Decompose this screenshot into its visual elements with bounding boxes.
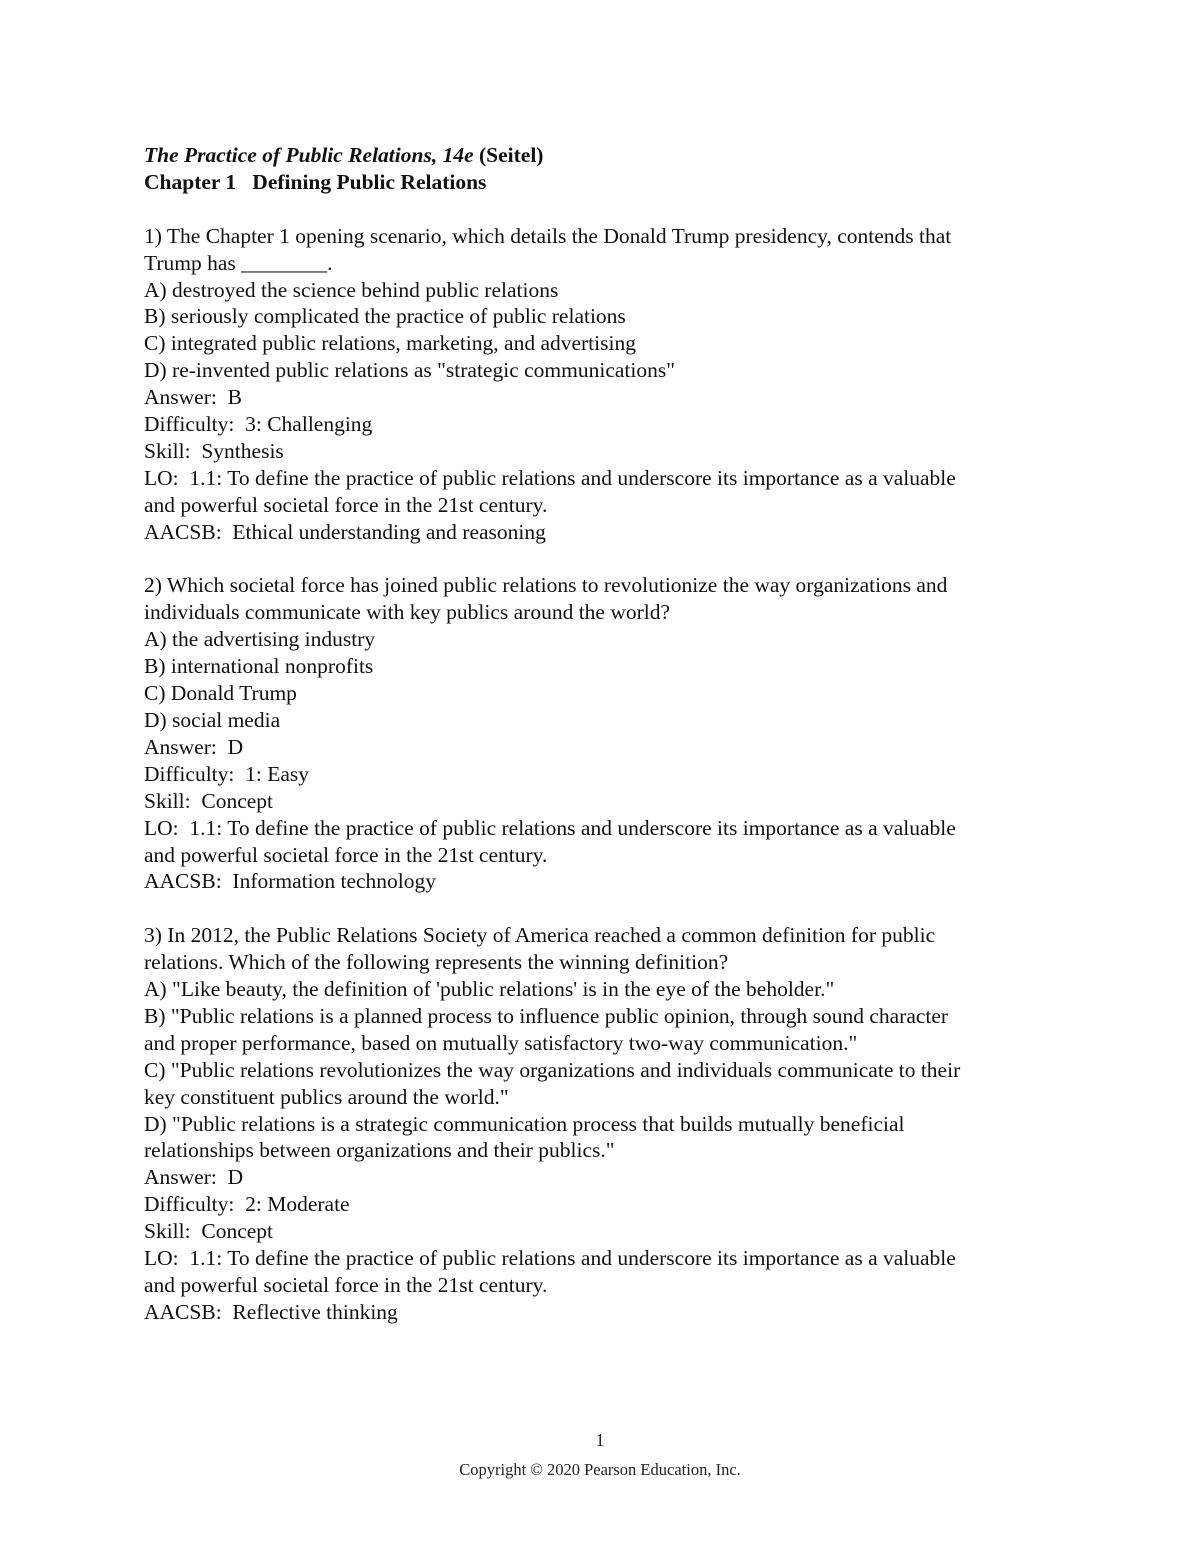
question-text: Trump has ________. — [144, 250, 333, 275]
answer-option: B) "Public relations is a planned process to influence public opinion, through sound character — [144, 1003, 949, 1028]
answer-key: Answer: D — [144, 734, 244, 759]
skill-label: Skill: Concept — [144, 788, 273, 813]
book-title: The Practice of Public Relations, 14e — [144, 143, 474, 167]
answer-option: C) Donald Trump — [144, 681, 297, 706]
answer-option: and proper performance, based on mutually satisfactory two-way communication." — [144, 1030, 858, 1055]
answer-key: Answer: D — [144, 1165, 244, 1190]
aacsb-label: AACSB: Ethical understanding and reasoning — [144, 519, 546, 544]
skill-label: Skill: Synthesis — [144, 438, 284, 463]
book-author: (Seitel) — [473, 143, 544, 167]
learning-objective: LO: 1.1: To define the practice of public relations and underscore its importance as a valuable — [144, 1246, 956, 1271]
answer-option: A) the advertising industry — [144, 627, 376, 652]
spacer — [144, 546, 1064, 573]
skill-label: Skill: Concept — [144, 1219, 273, 1244]
answer-option: C) "Public relations revolutionizes the way organizations and individuals communicate to their — [144, 1057, 961, 1082]
question-text: relations. Which of the following represents the winning definition? — [144, 950, 729, 975]
difficulty-label: Difficulty: 1: Easy — [144, 761, 310, 786]
learning-objective: and powerful societal force in the 21st century. — [144, 1273, 548, 1298]
question-text: 2) Which societal force has joined public relations to revolutionize the way organizations and — [144, 573, 948, 598]
page-content — [144, 142, 1064, 1326]
question-text: individuals communicate with key publics around the world? — [144, 600, 671, 625]
answer-option: D) re-invented public relations as "strategic communications" — [144, 358, 676, 383]
spacer — [144, 895, 1064, 922]
answer-option: D) "Public relations is a strategic communication process that builds mutually beneficial — [144, 1111, 905, 1136]
difficulty-label: Difficulty: 3: Challenging — [144, 412, 373, 437]
answer-option: B) international nonprofits — [144, 654, 374, 679]
learning-objective: LO: 1.1: To define the practice of public relations and underscore its importance as a valuable — [144, 465, 956, 490]
answer-option: A) destroyed the science behind public relations — [144, 277, 559, 302]
answer-option: B) seriously complicated the practice of public relations — [144, 304, 626, 329]
chapter-title: Chapter 1 Defining Public Relations — [144, 169, 487, 194]
copyright-notice: Copyright © 2020 Pearson Education, Inc. — [459, 1460, 741, 1479]
answer-key: Answer: B — [144, 385, 242, 410]
question-block-3 — [144, 922, 1064, 1326]
learning-objective: and powerful societal force in the 21st century. — [144, 842, 548, 867]
learning-objective: and powerful societal force in the 21st century. — [144, 492, 548, 517]
question-text: 1) The Chapter 1 opening scenario, which details the Donald Trump presidency, contends that — [144, 223, 952, 248]
page-number: 1 — [595, 1430, 605, 1450]
aacsb-label: AACSB: Information technology — [144, 869, 437, 894]
learning-objective: LO: 1.1: To define the practice of public relations and underscore its importance as a valuable — [144, 815, 956, 840]
answer-option: A) "Like beauty, the definition of 'public relations' is in the eye of the beholder." — [144, 977, 835, 1002]
answer-option: relationships between organizations and their publics." — [144, 1138, 615, 1163]
answer-option: key constituent publics around the world." — [144, 1084, 509, 1109]
answer-option: C) integrated public relations, marketing, and advertising — [144, 331, 636, 356]
difficulty-label: Difficulty: 2: Moderate — [144, 1192, 350, 1217]
question-block-2 — [144, 572, 1064, 895]
question-block-1 — [144, 223, 1064, 546]
aacsb-label: AACSB: Reflective thinking — [144, 1299, 398, 1324]
spacer — [144, 196, 1064, 223]
question-text: 3) In 2012, the Public Relations Society of America reached a common definition for public — [144, 923, 936, 948]
answer-option: D) social media — [144, 708, 281, 732]
book-title-line — [144, 142, 1064, 169]
